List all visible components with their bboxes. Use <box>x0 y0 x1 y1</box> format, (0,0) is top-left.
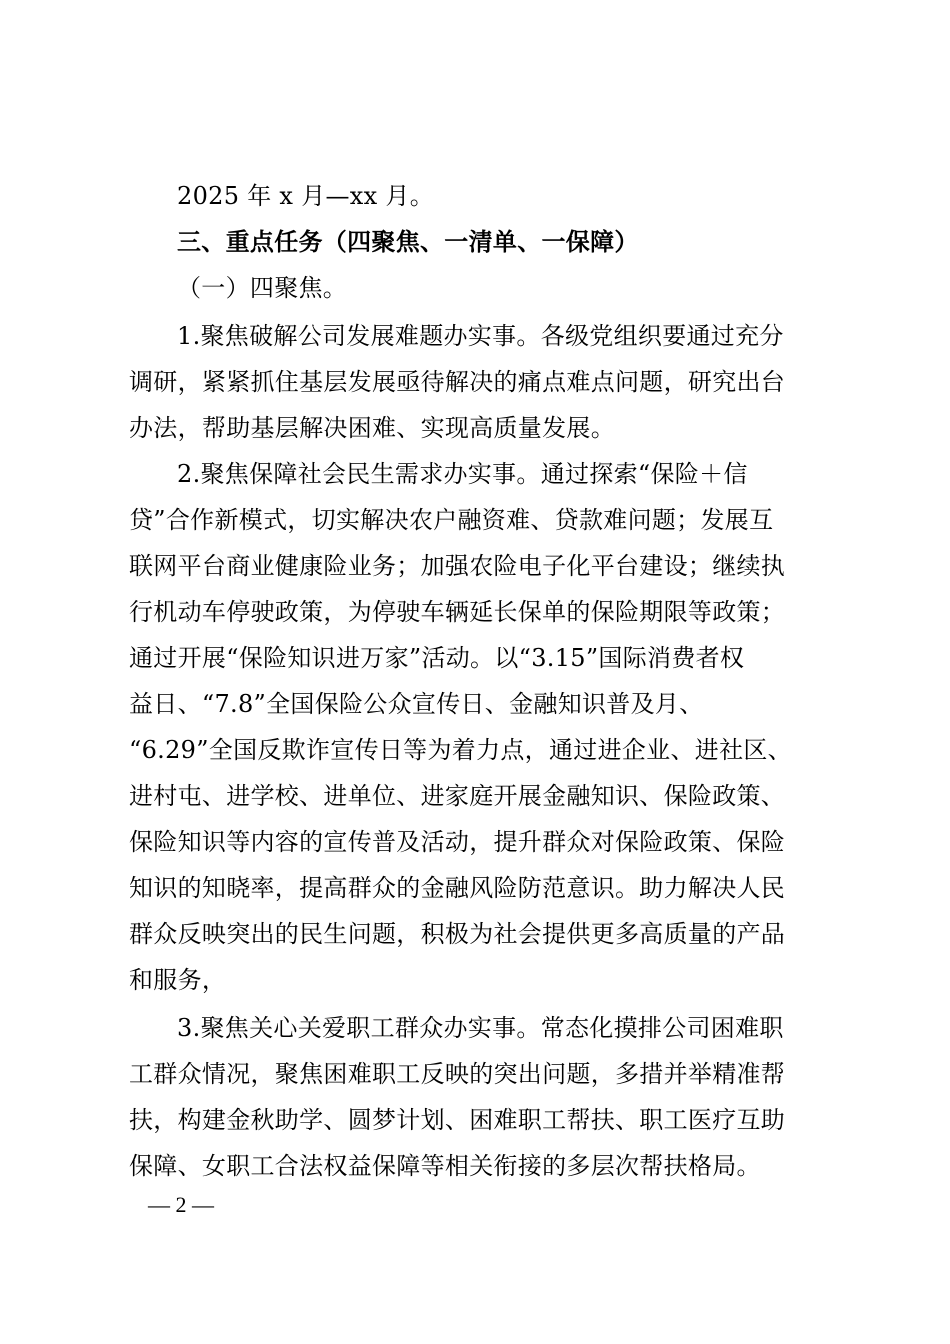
date-range-line: 2025 年 x 月—xx 月。 <box>177 182 434 210</box>
paragraph-2-line-7: “6.29”全国反欺诈宣传日等为着力点，通过进企业、进社区、 <box>129 736 792 764</box>
paragraph-2-line-4: 行机动车停驶政策，为停驶车辆延长保单的保险期限等政策； <box>129 598 786 626</box>
paragraph-2-line-10: 知识的知晓率，提高群众的金融风险防范意识。助力解决人民 <box>129 874 786 902</box>
paragraph-2-line-5: 通过开展“保险知识进万家”活动。以“3.15”国际消费者权 <box>129 644 745 672</box>
section-heading-key-tasks: 三、重点任务（四聚焦、一清单、一保障） <box>177 227 639 256</box>
paragraph-1-line-2: 调研，紧紧抓住基层发展亟待解决的痛点难点问题，研究出台 <box>129 368 786 396</box>
paragraph-2-line-1: 2.聚焦保障社会民生需求办实事。通过探索“保险＋信 <box>177 460 748 488</box>
paragraph-3-line-4: 保障、女职工合法权益保障等相关衔接的多层次帮扶格局。 <box>129 1152 761 1180</box>
paragraph-1-line-3: 办法，帮助基层解决困难、实现高质量发展。 <box>129 414 615 442</box>
paragraph-3-line-1: 3.聚焦关心关爱职工群众办实事。常态化摸排公司困难职 <box>177 1014 784 1042</box>
paragraph-2-line-9: 保险知识等内容的宣传普及活动，提升群众对保险政策、保险 <box>129 828 786 856</box>
paragraph-2-line-12: 和服务， <box>129 966 227 994</box>
page-number: — 2 — <box>148 1192 214 1217</box>
paragraph-3-line-2: 工群众情况，聚焦困难职工反映的突出问题，多措并举精准帮 <box>129 1060 786 1088</box>
paragraph-2-line-6: 益日、“7.8”全国保险公众宣传日、金融知识普及月、 <box>129 690 704 718</box>
paragraph-2-line-11: 群众反映突出的民生问题，积极为社会提供更多高质量的产品 <box>129 920 786 948</box>
paragraph-2-line-2: 贷”合作新模式，切实解决农户融资难、贷款难问题；发展互 <box>129 506 774 534</box>
paragraph-2-line-3: 联网平台商业健康险业务；加强农险电子化平台建设；继续执 <box>129 552 786 580</box>
paragraph-3-line-3: 扶，构建金秋助学、圆梦计划、困难职工帮扶、职工医疗互助 <box>129 1106 786 1134</box>
paragraph-1-line-1: 1.聚焦破解公司发展难题办实事。各级党组织要通过充分 <box>177 322 784 350</box>
paragraph-2-line-8: 进村屯、进学校、进单位、进家庭开展金融知识、保险政策、 <box>129 782 786 810</box>
subsection-heading-four-focus: （一）四聚焦。 <box>177 274 348 302</box>
